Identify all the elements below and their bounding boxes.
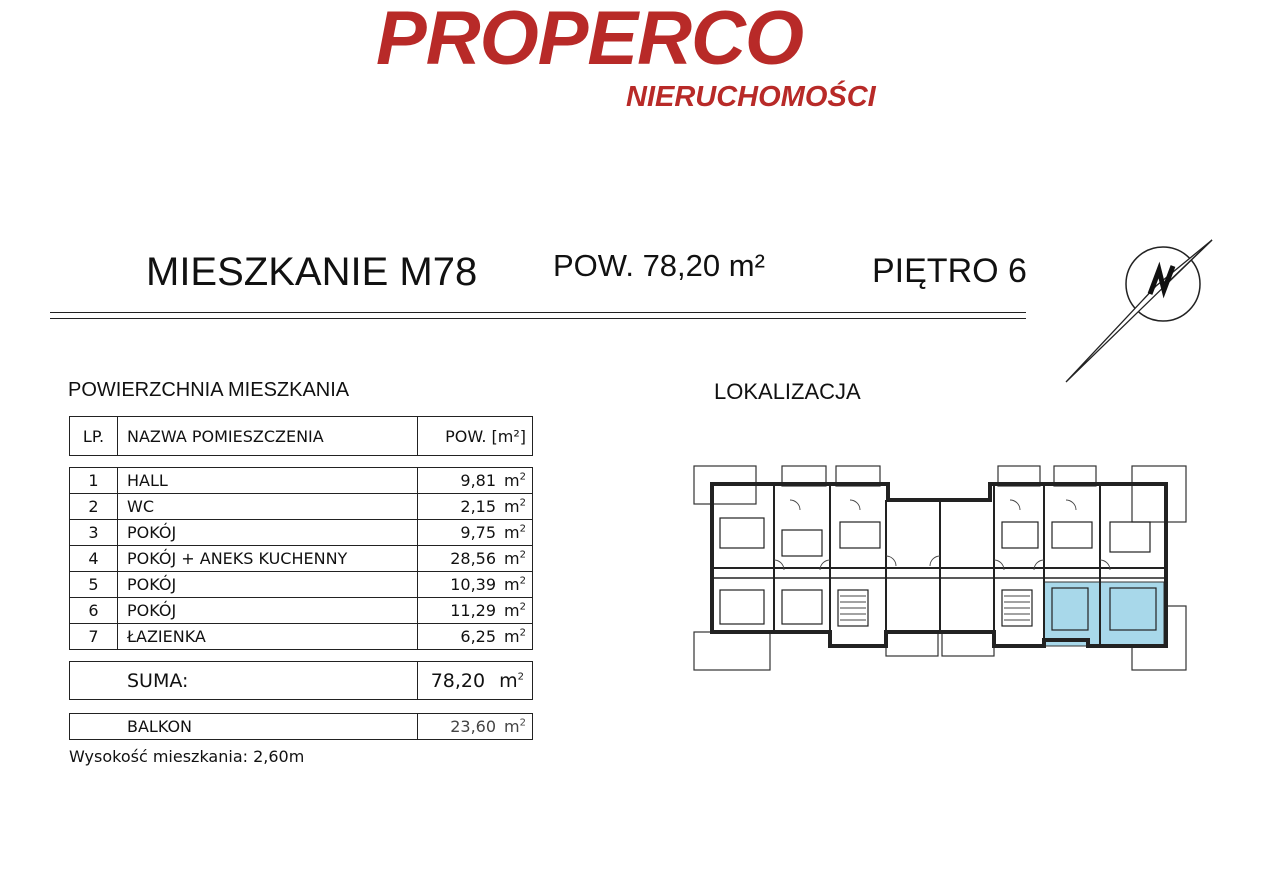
area-unit: $m^2$ [504,523,526,542]
apartment-floor: PIĘTRO 6 [872,252,1027,290]
apartment-title: MIESZKANIE M78 [146,250,478,294]
column-header-area: POW. [m²] [417,416,533,456]
header-rule-top [50,312,1026,313]
room-name: POKÓJ + ANEKS KUCHENNY [117,545,418,572]
room-lp: 7 [69,623,118,650]
area-unit: $m^2$ [504,471,526,490]
header-rule-bottom [50,318,1026,319]
area-unit: $m^2$ [504,549,526,568]
apartment-height-note: Wysokość mieszkania: 2,60m [69,747,305,766]
room-lp: 3 [69,519,118,546]
room-area [417,623,533,650]
column-header-name: NAZWA POMIESZCZENIA [117,416,418,456]
column-header-lp: LP. [69,416,118,456]
location-title: LOKALIZACJA [714,379,861,404]
room-name: POKÓJ [117,597,418,624]
room-area [417,571,533,598]
room-name: POKÓJ [117,519,418,546]
brand-subtitle: NIERUCHOMOŚCI [626,81,876,113]
room-lp: 4 [69,545,118,572]
area-unit: $m^2$ [504,575,526,594]
room-name: ŁAZIENKA [117,623,418,650]
room-area-value: 10,39 [450,575,497,594]
balcony-area-value: 23,60 [450,717,497,736]
balcony-label: BALKON [69,713,418,740]
room-area [417,467,533,494]
rooms-section-title: POWIERZCHNIA MIESZKANIA [68,379,350,401]
room-area-value: 11,29 [450,601,497,620]
room-area-value: 2,15 [460,497,497,516]
room-area-value: 6,25 [460,627,497,646]
north-arrow-icon [1060,236,1220,386]
building-floor-plan [690,460,1188,676]
brand-logo: PROPERCO [376,0,803,81]
room-lp: 6 [69,597,118,624]
room-lp: 2 [69,493,118,520]
area-unit: $m^2$ [504,627,526,646]
area-unit: $m^2$ [499,669,524,692]
room-area-value: 9,75 [460,523,497,542]
area-unit: $m^2$ [504,601,526,620]
room-area [417,597,533,624]
total-label: SUMA: [69,661,418,700]
room-name: POKÓJ [117,571,418,598]
balcony-area [417,713,533,740]
room-area [417,545,533,572]
room-name: WC [117,493,418,520]
total-area-value: 78,20 [430,669,486,692]
apartment-area: POW. 78,20 m² [553,248,765,283]
room-lp: 1 [69,467,118,494]
area-unit: $m^2$ [504,717,526,736]
room-area-value: 28,56 [450,549,497,568]
total-area [417,661,533,700]
room-name: HALL [117,467,418,494]
room-area [417,519,533,546]
room-lp: 5 [69,571,118,598]
area-unit: $m^2$ [504,497,526,516]
room-area-value: 9,81 [460,471,497,490]
room-area [417,493,533,520]
selected-apartment-highlight [1044,582,1164,646]
